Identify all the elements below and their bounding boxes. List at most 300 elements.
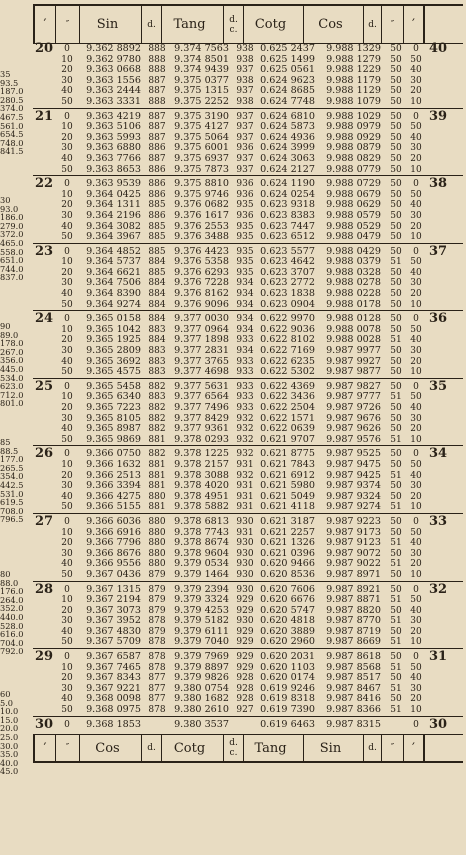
table-cell: 885 <box>148 267 166 278</box>
table-cell: 0.624 8685 <box>260 85 315 97</box>
table-row <box>33 570 463 581</box>
table-cell: 878 <box>148 637 166 648</box>
table-cell: 30 <box>61 210 73 221</box>
table-cell: 0.620 6676 <box>260 594 315 606</box>
margin-value: 30 <box>0 195 11 205</box>
table-cell: 884 <box>148 289 166 300</box>
table-cell: 30 <box>61 481 73 492</box>
table-cell: 20 <box>34 41 54 56</box>
table-cell: 0.620 2031 <box>260 651 315 663</box>
table-cell: 888 <box>148 96 166 107</box>
table-cell: 50 <box>390 381 402 392</box>
table-cell: 0.621 3187 <box>260 515 315 527</box>
margin-value: 704.0 <box>0 637 24 648</box>
table-cell: 0.621 5049 <box>260 490 315 502</box>
table-cell: 0.622 2504 <box>260 402 315 413</box>
table-cell: 9.378 9604 <box>174 547 229 559</box>
margin-value: 354.0 <box>0 471 24 482</box>
table-cell: 20 <box>61 605 73 616</box>
table-cell: 9.378 3088 <box>174 469 229 481</box>
table-cell: 0.619 8318 <box>260 693 315 705</box>
table-cell: 50 <box>390 289 402 300</box>
table-cell: 9.375 5064 <box>174 131 229 143</box>
table-cell: 9.377 9361 <box>174 423 229 435</box>
table-cell: 882 <box>148 413 166 424</box>
table-cell: 9.988 0128 <box>326 313 381 325</box>
table-cell: 929 <box>236 605 254 616</box>
table-cell: 9.367 2194 <box>86 594 141 606</box>
table-cell: 50 <box>390 424 402 435</box>
table-cell: 936 <box>236 189 254 200</box>
table-cell: 9.379 0534 <box>174 558 229 570</box>
table-cell: 933 <box>236 335 254 346</box>
table-cell: 937 <box>236 111 254 122</box>
table-cell: 50 <box>410 122 422 133</box>
table-cell: 9.987 8366 <box>326 704 381 716</box>
table-cell: 9.987 8921 <box>326 583 381 595</box>
table-cell: 9.365 3692 <box>86 355 141 367</box>
table-cell: 0.623 4642 <box>260 256 315 268</box>
margin-value: 561.0 <box>0 120 24 131</box>
table-row <box>33 637 463 648</box>
table-cell: 935 <box>236 246 254 257</box>
table-cell: 9.363 6880 <box>86 142 141 154</box>
header-col-5: d. c. <box>223 6 243 43</box>
table-cell: 50 <box>410 257 422 268</box>
table-cell: 935 <box>236 221 254 232</box>
table-cell: 9.988 0479 <box>326 231 381 243</box>
degree-group <box>33 716 463 732</box>
table-cell: 9.367 0436 <box>86 568 141 580</box>
table-row <box>33 165 463 176</box>
table-cell: 0.621 5980 <box>260 480 315 492</box>
margin-value: 88.0 <box>0 577 19 588</box>
margin-value: 186.0 <box>0 212 24 223</box>
table-cell: 37 <box>428 243 448 259</box>
table-cell: 9.380 0754 <box>174 682 229 694</box>
table-cell: 10 <box>410 232 422 243</box>
table-cell: 9.377 3765 <box>174 355 229 367</box>
left-margin-proportional-parts <box>0 0 30 855</box>
table-cell: 927 <box>236 705 254 716</box>
table-cell: 9.364 9274 <box>86 298 141 310</box>
table-cell: 50 <box>390 232 402 243</box>
table-cell: 887 <box>148 153 166 164</box>
table-cell: 9.987 8820 <box>326 604 381 616</box>
table-cell: 9.987 8971 <box>326 568 381 580</box>
table-cell: 9.363 8653 <box>86 163 141 175</box>
margin-value: 440.0 <box>0 611 24 622</box>
table-cell: 9.379 7040 <box>174 636 229 648</box>
table-row <box>33 513 463 529</box>
table-cell: 51 <box>390 662 402 673</box>
table-cell: 50 <box>390 413 402 424</box>
table-cell: 930 <box>236 584 254 595</box>
table-cell: 10 <box>61 662 73 673</box>
table-cell: 0 <box>64 719 70 730</box>
table-cell: 10 <box>410 705 422 716</box>
table-cell: 0.619 9246 <box>260 682 315 694</box>
table-cell: 9.375 6001 <box>174 142 229 154</box>
margin-value: 531.0 <box>0 488 24 499</box>
table-cell: 40 <box>61 559 73 570</box>
margin-value: 15.0 <box>0 714 19 725</box>
table-cell: 20 <box>61 65 73 76</box>
table-cell: 930 <box>236 516 254 527</box>
margin-value: 792.0 <box>0 646 24 657</box>
table-cell: 9.362 8892 <box>86 43 141 54</box>
header-col-0: ′ <box>33 6 55 43</box>
table-cell: 10 <box>61 189 73 200</box>
table-cell: 885 <box>148 221 166 232</box>
table-cell: 9.987 8416 <box>326 693 381 705</box>
table-row <box>33 300 463 311</box>
table-cell: 40 <box>61 86 73 97</box>
table-cell: 937 <box>236 65 254 76</box>
table-cell: 0.620 2960 <box>260 636 315 648</box>
table-cell: 51 <box>390 335 402 346</box>
table-cell: 9.362 9780 <box>86 53 141 65</box>
table-cell: 931 <box>236 491 254 502</box>
table-cell: 0.623 6512 <box>260 231 315 243</box>
margin-value: 85 <box>0 437 11 447</box>
table-cell: 887 <box>148 111 166 122</box>
table-cell: 888 <box>148 54 166 65</box>
table-cell: 9.375 7873 <box>174 163 229 175</box>
table-cell: 50 <box>390 346 402 357</box>
table-cell: 50 <box>390 210 402 221</box>
table-cell: 9.988 1179 <box>326 74 381 86</box>
table-cell: 0 <box>64 111 70 122</box>
table-cell: 9.379 9826 <box>174 672 229 684</box>
table-cell: 0.624 7748 <box>260 95 315 107</box>
table-cell: 50 <box>390 324 402 335</box>
margin-value: 465.0 <box>0 237 24 248</box>
table-cell: 9.375 1315 <box>174 85 229 97</box>
table-cell: 9.368 1853 <box>86 718 141 730</box>
table-cell: 0.623 3707 <box>260 266 315 278</box>
table-cell: 30 <box>61 75 73 86</box>
table-cell: 0.624 4936 <box>260 131 315 143</box>
table-cell: 20 <box>410 289 422 300</box>
table-cell: 9.364 0425 <box>86 188 141 200</box>
table-cell: 9.987 9324 <box>326 490 381 502</box>
table-cell: 28 <box>34 581 54 597</box>
margin-value: 178.0 <box>0 338 24 349</box>
table-cell: 929 <box>236 662 254 673</box>
table-cell: 9.367 9221 <box>86 682 141 694</box>
table-cell: 40 <box>410 65 422 76</box>
table-cell: 0.623 0904 <box>260 298 315 310</box>
table-cell: 9.379 7969 <box>174 651 229 663</box>
table-cell: 30 <box>61 278 73 289</box>
table-row <box>33 460 463 471</box>
table-cell: 50 <box>390 86 402 97</box>
table-cell: 9.367 5709 <box>86 636 141 648</box>
table-cell: 50 <box>390 673 402 684</box>
table-cell: 9.367 6587 <box>86 651 141 663</box>
table-cell: 9.987 8618 <box>326 651 381 663</box>
table-cell: 50 <box>390 449 402 460</box>
margin-block <box>0 322 30 408</box>
table-cell: 938 <box>236 96 254 107</box>
table-cell: 937 <box>236 122 254 133</box>
table-cell: 883 <box>148 324 166 335</box>
table-cell: 30 <box>61 346 73 357</box>
table-cell: 933 <box>236 356 254 367</box>
table-cell: 10 <box>410 569 422 580</box>
table-cell: 884 <box>148 299 166 310</box>
table-cell: 928 <box>236 683 254 694</box>
table-cell: 930 <box>236 548 254 559</box>
degree-group <box>33 243 463 312</box>
table-row <box>33 367 463 378</box>
table-cell: 40 <box>61 626 73 637</box>
table-cell: 33 <box>428 513 448 529</box>
margin-value: 744.0 <box>0 263 24 274</box>
table-cell: 0.624 0254 <box>260 188 315 200</box>
table-cell: 40 <box>410 267 422 278</box>
table-cell: 9.363 5106 <box>86 121 141 133</box>
header-col-1: ″ <box>55 6 79 43</box>
table-cell: 50 <box>390 143 402 154</box>
table-cell: 9.380 2610 <box>174 704 229 716</box>
margin-value: 558.0 <box>0 246 24 257</box>
table-cell: 30 <box>410 481 422 492</box>
table-cell: 9.378 8674 <box>174 537 229 549</box>
table-cell: 50 <box>390 132 402 143</box>
table-cell: 40 <box>61 424 73 435</box>
table-cell: 50 <box>390 626 402 637</box>
table-cell: 50 <box>390 44 402 54</box>
table-cell: 9.363 4219 <box>86 110 141 122</box>
table-cell: 9.363 5993 <box>86 131 141 143</box>
table-cell: 50 <box>410 324 422 335</box>
table-cell: 30 <box>410 143 422 154</box>
table-cell: 9.364 3967 <box>86 231 141 243</box>
table-cell: 50 <box>390 179 402 190</box>
table-cell: 9.375 9746 <box>174 188 229 200</box>
table-cell: 9.368 0975 <box>86 704 141 716</box>
margin-value: 619.5 <box>0 497 24 508</box>
table-cell: 880 <box>148 527 166 538</box>
table-cell: 0.622 0639 <box>260 423 315 435</box>
table-cell: 9.988 0529 <box>326 220 381 232</box>
table-cell: 0.620 4818 <box>260 615 315 627</box>
table-cell: 930 <box>236 559 254 570</box>
table-cell: 888 <box>148 44 166 54</box>
table-cell: 39 <box>428 108 448 124</box>
table-cell: 878 <box>148 616 166 627</box>
table-cell: 51 <box>390 392 402 403</box>
footer-col-0: ′ <box>33 735 55 761</box>
table-cell: 10 <box>61 527 73 538</box>
table-cell: 937 <box>236 153 254 164</box>
margin-value: 748.0 <box>0 137 24 148</box>
table-cell: 0 <box>64 179 70 190</box>
table-cell: 0 <box>413 449 419 460</box>
table-cell: 9.366 6916 <box>86 526 141 538</box>
table-cell: 40 <box>410 605 422 616</box>
table-cell: 9.376 0682 <box>174 199 229 211</box>
table-cell: 10 <box>410 96 422 107</box>
table-cell: 9.988 1029 <box>326 110 381 122</box>
table-cell: 928 <box>236 673 254 684</box>
table-cell: 50 <box>390 605 402 616</box>
table-cell: 883 <box>148 356 166 367</box>
table-cell: 887 <box>148 122 166 133</box>
table-cell: 50 <box>61 367 73 378</box>
table-cell: 50 <box>61 705 73 716</box>
table-cell: 932 <box>236 470 254 481</box>
table-cell: 9.987 9274 <box>326 501 381 513</box>
table-cell: 9.374 7563 <box>174 43 229 54</box>
margin-value: 534.0 <box>0 372 24 383</box>
table-cell: 9.367 3952 <box>86 615 141 627</box>
table-cell: 9.376 9096 <box>174 298 229 310</box>
table-cell: 930 <box>236 538 254 549</box>
table-cell: 9.378 2157 <box>174 458 229 470</box>
table-cell: 0 <box>413 516 419 527</box>
table-cell: 885 <box>148 232 166 243</box>
table-cell: 9.364 1311 <box>86 199 141 211</box>
table-cell: 50 <box>410 189 422 200</box>
table-cell: 885 <box>148 200 166 211</box>
table-cell: 9.377 2831 <box>174 345 229 357</box>
table-cell: 50 <box>61 164 73 175</box>
degree-group <box>33 176 463 244</box>
table-cell: 0 <box>413 246 419 257</box>
table-cell: 10 <box>61 595 73 606</box>
table-cell: 9.376 2553 <box>174 220 229 232</box>
table-cell: 934 <box>236 314 254 325</box>
table-cell: 50 <box>61 299 73 310</box>
table-cell: 20 <box>410 153 422 164</box>
table-cell: 932 <box>236 449 254 460</box>
table-cell: 883 <box>148 367 166 378</box>
margin-value: 177.0 <box>0 454 24 465</box>
table-row <box>33 232 463 243</box>
table-cell: 938 <box>236 44 254 54</box>
margin-value: 651.0 <box>0 255 24 266</box>
table-cell: 0 <box>64 314 70 325</box>
table-cell: 0.621 4118 <box>260 501 315 513</box>
table-cell: 9.366 6036 <box>86 515 141 527</box>
table-cell: 879 <box>148 569 166 580</box>
table-cell: 9.988 0829 <box>326 152 381 164</box>
margin-value: 374.0 <box>0 103 24 114</box>
table-cell: 934 <box>236 299 254 310</box>
table-cell: 20 <box>410 221 422 232</box>
margin-value: 90 <box>0 321 11 331</box>
table-cell: 40 <box>61 356 73 367</box>
table-cell: 10 <box>61 122 73 133</box>
table-cell: 9.368 0098 <box>86 693 141 705</box>
table-cell: 0.623 1838 <box>260 288 315 300</box>
table-cell: 0.624 3999 <box>260 142 315 154</box>
table-cell: 50 <box>390 221 402 232</box>
table-cell: 40 <box>61 221 73 232</box>
table-cell: 884 <box>148 335 166 346</box>
table-cell: 0.623 2772 <box>260 277 315 289</box>
table-cell: 29 <box>34 649 54 665</box>
table-cell: 51 <box>390 595 402 606</box>
table-cell: 9.363 3331 <box>86 95 141 107</box>
table-cell: 9.987 9173 <box>326 526 381 538</box>
table-cell: 933 <box>236 367 254 378</box>
table-cell: 9.988 0629 <box>326 199 381 211</box>
table-cell: 9.365 5458 <box>86 380 141 392</box>
table-cell: 50 <box>390 584 402 595</box>
table-cell: 9.378 1225 <box>174 448 229 460</box>
table-cell: 20 <box>410 559 422 570</box>
table-cell: 9.364 5737 <box>86 256 141 268</box>
table-cell: 930 <box>236 616 254 627</box>
table-cell: 885 <box>148 246 166 257</box>
table-cell: 9.363 2444 <box>86 85 141 97</box>
table-cell: 50 <box>390 569 402 580</box>
margin-value: 176.0 <box>0 586 24 597</box>
table-cell: 50 <box>390 652 402 663</box>
table-cell: 9.375 6937 <box>174 152 229 164</box>
table-cell: 51 <box>390 257 402 268</box>
table-cell: 50 <box>61 232 73 243</box>
table-cell: 0.624 2127 <box>260 163 315 175</box>
table-cell: 9.376 3488 <box>174 231 229 243</box>
table-cell: 9.363 0668 <box>86 64 141 76</box>
table-cell: 50 <box>61 569 73 580</box>
table-cell: 40 <box>410 403 422 413</box>
margin-value: 352.0 <box>0 603 24 614</box>
margin-value: 88.5 <box>0 445 19 456</box>
table-cell: 50 <box>410 595 422 606</box>
table-cell: 0.619 7390 <box>260 704 315 716</box>
table-cell: 35 <box>428 378 448 394</box>
table-cell: 9.378 5882 <box>174 501 229 513</box>
table-cell: 50 <box>410 459 422 470</box>
table-cell: 20 <box>61 538 73 549</box>
table-cell: 9.378 0293 <box>174 433 229 445</box>
table-cell: 50 <box>390 153 402 164</box>
table-cell: 9.363 7766 <box>86 152 141 164</box>
table-cell: 9.988 0078 <box>326 323 381 335</box>
table-cell: 9.988 0679 <box>326 188 381 200</box>
degree-group <box>33 311 463 379</box>
margin-value: 528.0 <box>0 620 24 631</box>
table-cell: 20 <box>410 424 422 435</box>
margin-block <box>0 196 30 282</box>
table-cell: 40 <box>410 538 422 549</box>
margin-value: 89.0 <box>0 329 19 340</box>
table-cell: 51 <box>390 434 402 445</box>
table-cell: 936 <box>236 210 254 221</box>
table-cell: 9.364 7506 <box>86 277 141 289</box>
table-cell: 0 <box>413 381 419 392</box>
table-cell: 879 <box>148 605 166 616</box>
table-cell: 9.987 9576 <box>326 433 381 445</box>
table-cell: 9.987 9877 <box>326 366 381 378</box>
table-cell: 30 <box>61 616 73 627</box>
table-cell: 928 <box>236 694 254 705</box>
table-cell: 934 <box>236 346 254 357</box>
table-cell: 20 <box>61 335 73 346</box>
table-cell: 9.379 2394 <box>174 583 229 595</box>
margin-value: 708.0 <box>0 505 24 516</box>
table-cell: 40 <box>61 491 73 502</box>
table-cell: 40 <box>61 694 73 705</box>
header-col-3: d. <box>141 6 161 43</box>
table-cell: 51 <box>390 559 402 570</box>
